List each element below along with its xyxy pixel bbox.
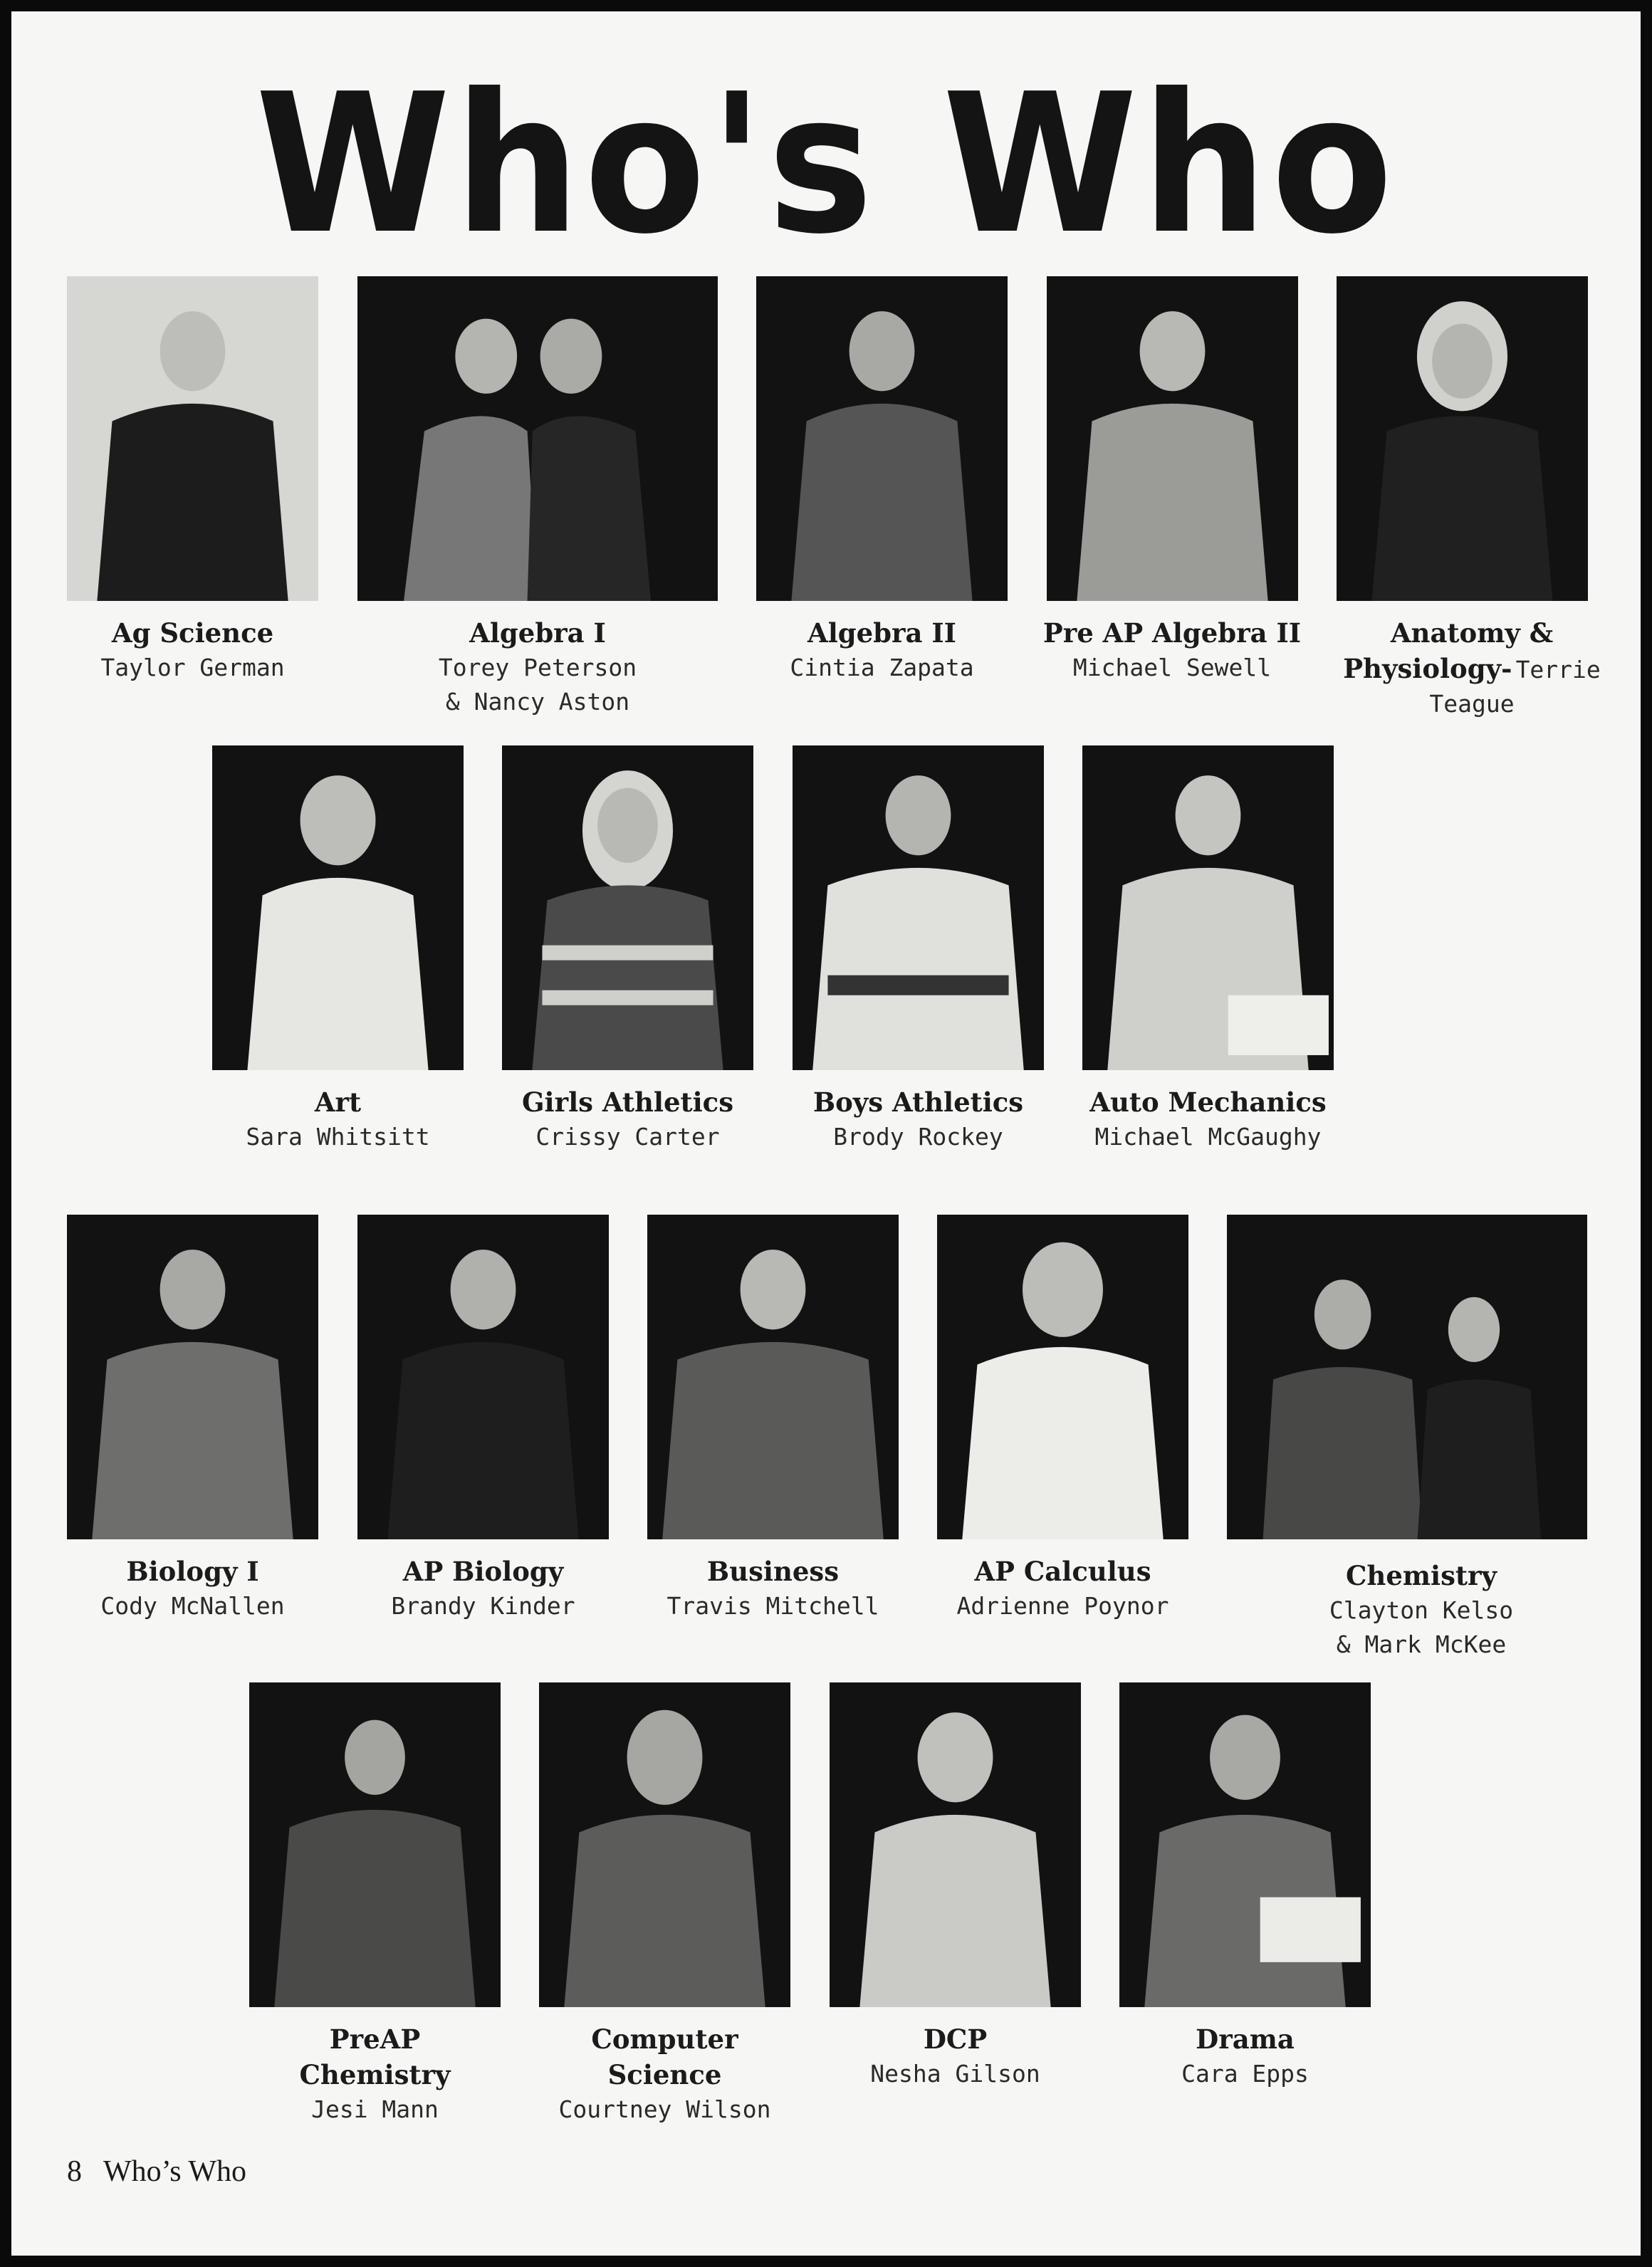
photo-ap-calculus — [937, 1215, 1188, 1539]
photo-dcp — [830, 1682, 1081, 2007]
photo-ag-science — [67, 276, 318, 601]
student-name: Travis Mitchell — [666, 1592, 879, 1620]
subject-label-2: Science — [607, 2059, 722, 2090]
caption-chemistry — [1279, 1558, 1564, 1662]
caption-biology-i — [53, 1554, 333, 1623]
page-footer — [67, 2155, 268, 2189]
photo-computer-science — [539, 1682, 790, 2007]
caption-boys-athletics — [778, 1084, 1058, 1154]
subject-label: Pre AP Algebra II — [1042, 617, 1302, 649]
subject-label: PreAP — [329, 2023, 421, 2055]
subject-label: Computer — [591, 2023, 738, 2055]
photo-biology-i — [67, 1215, 318, 1539]
subject-label: Business — [706, 1556, 840, 1587]
student-name: Brody Rockey — [833, 1123, 1003, 1151]
caption-auto-mechanics — [1054, 1084, 1362, 1154]
caption-computer-science — [525, 2021, 805, 2127]
student-name-2: Teague — [1429, 690, 1515, 718]
photo-preap-chemistry — [249, 1682, 501, 2007]
photo-boys-athletics — [793, 745, 1044, 1070]
caption-pre-ap-algebra-ii — [1008, 615, 1336, 685]
student-name-2: & Nancy Aston — [445, 688, 630, 716]
photo-girls-athletics — [502, 745, 753, 1070]
subject-label: Algebra I — [469, 617, 606, 649]
subject-label: Biology I — [126, 1556, 259, 1587]
caption-girls-athletics — [488, 1084, 768, 1154]
photo-auto-mechanics — [1082, 745, 1334, 1070]
caption-ag-science — [53, 615, 333, 685]
student-name: Jesi Mann — [311, 2095, 439, 2123]
photo-algebra-i — [357, 276, 718, 601]
caption-dcp — [815, 2021, 1095, 2091]
photo-business — [647, 1215, 899, 1539]
yearbook-page — [11, 11, 1641, 2256]
student-name: Torey Peterson — [438, 654, 637, 681]
subject-label: AP Biology — [402, 1556, 564, 1587]
photo-anatomy-physiology — [1337, 276, 1588, 601]
subject-label: Boys Athletics — [812, 1087, 1024, 1118]
subject-label-2: Physiology- — [1343, 653, 1512, 684]
student-name: Sara Whitsitt — [246, 1123, 430, 1151]
caption-preap-chemistry — [235, 2021, 515, 2127]
subject-label: Anatomy & — [1390, 617, 1554, 649]
subject-label-2: Chemistry — [299, 2059, 451, 2090]
caption-anatomy-physiology — [1322, 615, 1621, 721]
student-name: Brandy Kinder — [391, 1592, 575, 1620]
page-title: Who's Who — [255, 52, 1397, 276]
student-name-2: & Mark McKee — [1336, 1630, 1507, 1658]
student-name: Nesha Gilson — [870, 2060, 1040, 2088]
student-name: Taylor German — [100, 654, 285, 681]
photo-algebra-ii — [756, 276, 1008, 601]
student-name: Courtney Wilson — [558, 2095, 771, 2123]
photo-pre-ap-algebra-ii — [1047, 276, 1298, 601]
caption-drama — [1105, 2021, 1385, 2091]
student-name: Cara Epps — [1181, 2060, 1309, 2088]
page-number: 8 — [67, 2155, 82, 2188]
photo-drama — [1119, 1682, 1371, 2007]
subject-label: AP Calculus — [974, 1556, 1151, 1587]
caption-ap-biology — [343, 1554, 623, 1623]
student-name: Clayton Kelso — [1329, 1596, 1514, 1624]
student-name: Michael McGaughy — [1094, 1123, 1322, 1151]
subject-label: Chemistry — [1345, 1560, 1497, 1591]
subject-label: Algebra II — [807, 617, 956, 649]
subject-label: Art — [314, 1087, 362, 1118]
student-name: Terrie — [1515, 656, 1601, 684]
caption-art — [198, 1084, 478, 1154]
subject-label: Ag Science — [111, 617, 274, 649]
caption-algebra-ii — [742, 615, 1022, 685]
subject-label: DCP — [923, 2023, 988, 2055]
photo-ap-biology — [357, 1215, 609, 1539]
student-name: Michael Sewell — [1072, 654, 1272, 681]
student-name: Cody McNallen — [100, 1592, 285, 1620]
photo-art — [212, 745, 464, 1070]
subject-label: Auto Mechanics — [1089, 1087, 1327, 1118]
section-name: Who’s Who — [103, 2155, 247, 2188]
subject-label: Girls Athletics — [521, 1087, 734, 1118]
student-name: Crissy Carter — [535, 1123, 720, 1151]
caption-algebra-i — [381, 615, 694, 719]
student-name: Cintia Zapata — [790, 654, 974, 681]
student-name: Adrienne Poynor — [956, 1592, 1169, 1620]
photo-chemistry — [1227, 1215, 1587, 1539]
caption-ap-calculus — [923, 1554, 1203, 1623]
caption-business — [633, 1554, 913, 1623]
subject-label: Drama — [1196, 2023, 1295, 2055]
